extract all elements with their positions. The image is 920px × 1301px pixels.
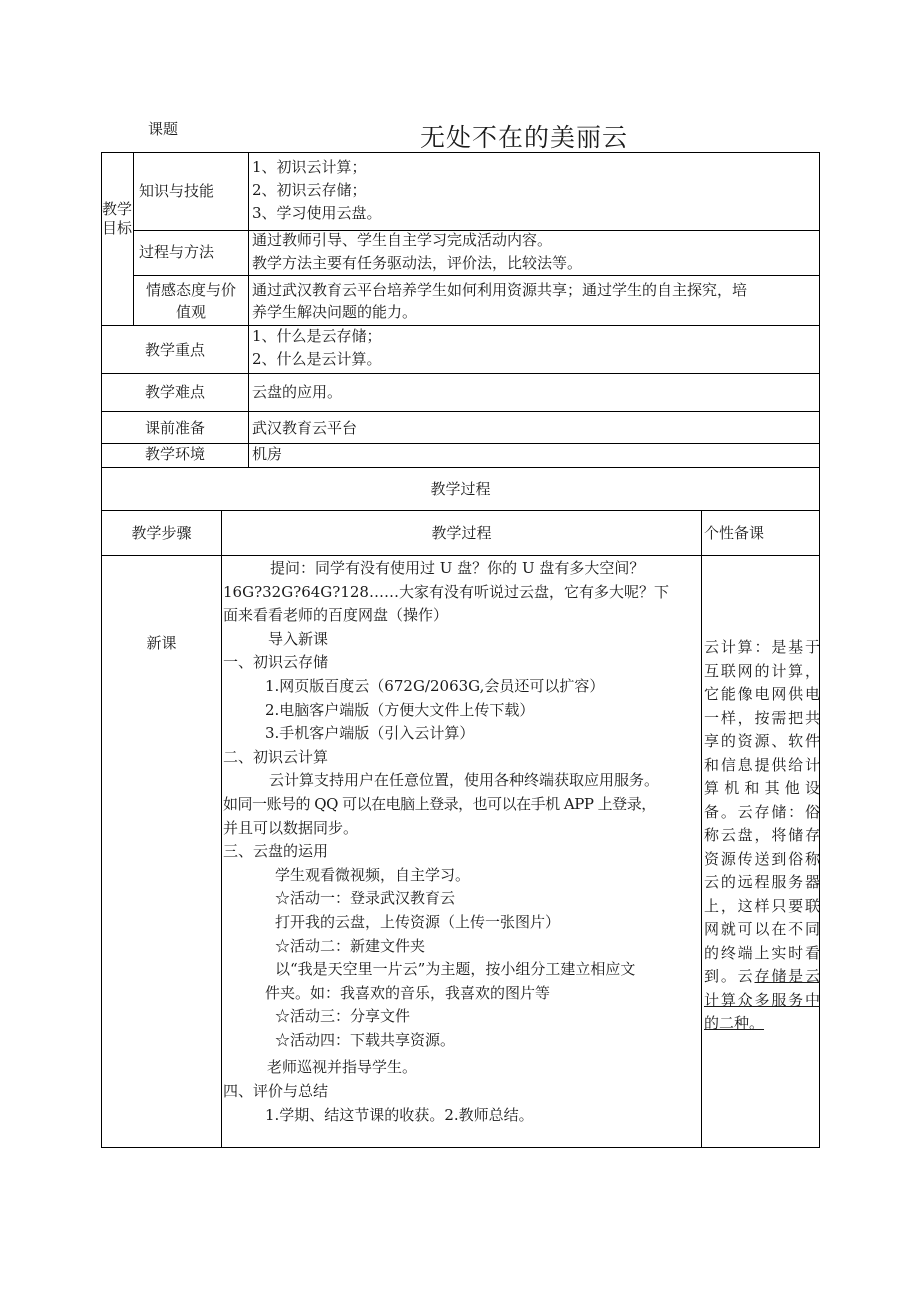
page-title: 无处不在的美丽云 [420,123,629,152]
key-points-content: 1、什么是云存储； 2、什么是云计算。 [252,327,382,368]
key-points-label: 教学重点 [144,341,205,359]
emotion-values-content: 通过武汉教育云平台培养学生如何利用资源共享；通过学生的自主探究，培 养学生解决问题的能力。 [252,281,748,321]
col-notes-header: 个性备课 [704,524,765,542]
personal-notes: 云计算：是基于互联网的计算，它能像电网供电一样，按需把共享的资源、软件和信息提供给计算机和其他设备。云存储：俗称云盘，将储存资源传送到俗称云的远程服务器上，这样只要联网就可以在不同的终端上实时看到。云存储是云计算众多服务中的二种。 [704,638,820,1032]
knowledge-skills-content: 1、初识云计算； 2、初识云存储； 3、学习使用云盘。 [252,158,382,222]
objectives-group-label: 教学目标 [102,200,133,237]
step-new-lesson: 新课 [146,634,177,652]
col-steps-header: 教学步骤 [131,524,192,542]
emotion-values-label: 情感态度与价 值观 [145,281,236,321]
process-method-label: 过程与方法 [139,243,215,261]
preparation-label: 课前准备 [144,419,205,437]
difficulty-content: 云盘的应用。 [252,383,343,401]
process-content: 提问：同学有没有使用过 U 盘？你的 U 盘有多大空间？ 16G?32G?64G?128……大家有没有听说过云盘，它有多大呢？下 面来看看老师的百度网盘（操作） 导入新课 一、初识云存储 1.网页版百度云（672G/2063G,会员还可以扩容） 2.电脑客户端版（方便大文件上传下载） 3.手机客户端版（引入云计算） 二、初识云计算 云计算支持用户在任意位置，使用各种终端获取应用服务。 如同一账号的 QQ 可以在电脑上登录，也可以在手机 APP 上登录， 并且可以数据同步。 三、云盘的运用 学生观看微视频，自主学习。 ☆活动一：登录武汉教育云 打开我的云盘，上传资源（上传一张图片） ☆活动二：新建文件夹 以“我是天空里一片云”为主题，按小组分工建立相应文 件夹。如：我喜欢的音乐，我喜欢的图片等 ☆活动三：分享文件 ☆活动四：下载共享资源。 老师巡视并指导学生。 四、评价与总结 1.学期、结这节课的收获。2.教师总结。 [223,559,669,1124]
process-section-title: 教学过程 [430,480,491,498]
knowledge-skills-label: 知识与技能 [139,182,215,200]
environment-label: 教学环境 [144,445,205,463]
preparation-content: 武汉教育云平台 [252,419,358,437]
difficulty-label: 教学难点 [144,383,205,401]
process-method-content: 通过教师引导、学生自主学习完成活动内容。 教学方法主要有任务驱动法，评价法，比较法等。 [252,231,583,272]
col-process-header: 教学过程 [431,524,492,542]
environment-content: 机房 [252,445,283,463]
lesson-label: 课题 [148,120,179,138]
